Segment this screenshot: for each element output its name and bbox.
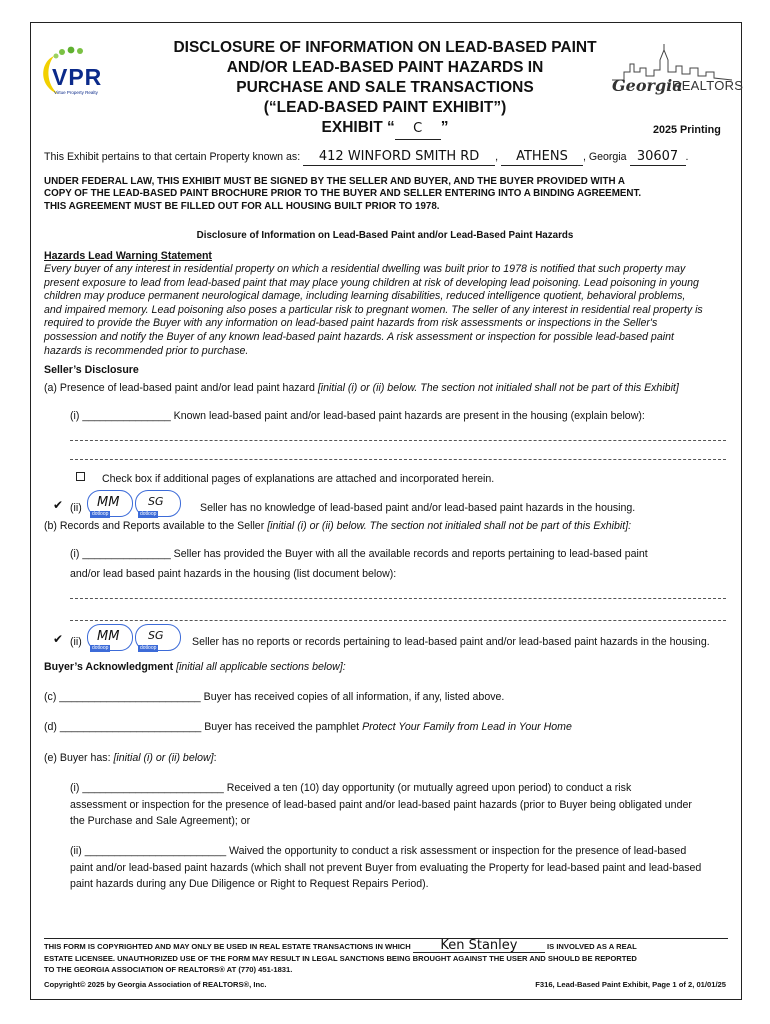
documents-line-1[interactable] xyxy=(70,598,726,599)
title-line-1: DISCLOSURE OF INFORMATION ON LEAD-BASED PAINT xyxy=(173,39,597,56)
exhibit-prefix: EXHIBIT “ xyxy=(321,119,395,136)
additional-pages-checkbox[interactable] xyxy=(76,472,85,481)
initial-2-tag: dotloop xyxy=(140,511,157,517)
exhibit-line xyxy=(130,118,640,140)
property-lead: This Exhibit pertains to that certain Property known as: xyxy=(44,151,301,163)
buyer-e xyxy=(44,752,217,766)
seller-initial-2: SG xyxy=(148,495,164,508)
form-title xyxy=(130,38,640,140)
title-line-2: AND/OR LEAD-BASED PAINT HAZARDS IN xyxy=(226,59,544,76)
buyer-heading: Buyer’s Acknowledgment xyxy=(44,661,174,673)
seller-b-i-line-2: and/or lead based paint hazards in the housing (list document below): xyxy=(70,568,397,580)
realtors-wordmark: REALTORS xyxy=(672,78,744,93)
seller-b-intro xyxy=(44,520,631,534)
address-value: 412 WINFORD SMITH RD xyxy=(318,149,480,164)
seller-initial-3: MM xyxy=(97,629,120,644)
buyer-d-text: (d) ________________________ Buyer has received the pamphlet xyxy=(44,721,363,733)
seller-a-ii-prefix: (ii) xyxy=(70,502,82,514)
seller-b-ii-prefix: (ii) xyxy=(70,636,82,648)
buyer-e-ii-line-1: (ii) ________________________ Waived the opportunity to conduct a risk assessment or inspection for the presence of lead-based xyxy=(70,845,687,857)
hazards-line-1: Every buyer of any interest in residential property on which a residential dwelling was built prior to 1978 is notified that such property may xyxy=(44,263,686,275)
footer-line-1b: IS INVOLVED AS A REAL xyxy=(547,942,637,951)
hazards-line-2: present exposure to lead from lead-based paint that may place young children at risk of developing lead poisoning. Lead poisoning in young xyxy=(44,276,699,289)
initial-3-tag: dotloop xyxy=(92,645,109,651)
seller-heading: Seller’s Disclosure xyxy=(44,364,139,376)
seller-a-ii-text: Seller has no knowledge of lead-based paint and/or lead-based paint hazards in the housing. xyxy=(200,502,636,514)
explain-line-2[interactable] xyxy=(70,459,726,460)
city-field[interactable] xyxy=(501,150,583,166)
buyer-e-i[interactable] xyxy=(70,782,726,829)
seller-b-instruction: [initial (i) or (ii) below. The section not initialed shall not be part of this Exhibit]: xyxy=(267,520,632,532)
title-line-3: PURCHASE AND SALE TRANSACTIONS xyxy=(236,79,534,96)
buyer-heading-instruction: [initial all applicable sections below]: xyxy=(173,661,346,673)
buyer-e-text: (e) Buyer has: xyxy=(44,752,114,764)
zip-field[interactable] xyxy=(630,150,686,166)
buyer-c[interactable]: (c) ________________________ Buyer has received copies of all information, if any, listed above. xyxy=(44,691,505,703)
buyer-e-instruction: [initial (i) or (ii) below] xyxy=(113,752,214,764)
hazards-line-4: and impaired memory. Lead poisoning also poses a particular risk to pregnant women. The seller of any interest in residential real property is xyxy=(44,303,703,316)
city-value: ATHENS xyxy=(516,149,568,164)
explain-line-1[interactable] xyxy=(70,440,726,441)
warning-line-2: COPY OF THE LEAD-BASED PAINT BROCHURE PRIOR TO THE BUYER AND SELLER ENTERING INTO A BINDING AGREEMENT. xyxy=(44,188,642,200)
licensee-field[interactable] xyxy=(413,940,545,953)
vpr-logo xyxy=(36,46,128,102)
footer-line-3: TO THE GEORGIA ASSOCIATION OF REALTORS® AT (770) 451-1831. xyxy=(44,965,293,974)
hazards-line-7: hazards is recommended prior to purchase. xyxy=(44,344,249,357)
licensee-name: Ken Stanley xyxy=(440,938,518,953)
property-line: This Exhibit pertains to that certain Property known as: 412 WINFORD SMITH RD , ATHENS , Georgia 30607 . xyxy=(44,149,689,164)
printing-year: 2025 Printing xyxy=(653,124,721,136)
footer-copyright: Copyright© 2025 by Georgia Association of REALTORS®, Inc. xyxy=(44,980,267,989)
pamphlet-title: Protect Your Family from Lead in Your Home xyxy=(362,721,572,733)
hazards-statement xyxy=(44,263,728,358)
footer-line-1 xyxy=(44,940,728,953)
checkbox-label: Check box if additional pages of explanations are attached and incorporated herein. xyxy=(102,473,495,485)
seller-initial-4: SG xyxy=(148,629,164,642)
buyer-heading-line xyxy=(44,661,346,675)
documents-line-2[interactable] xyxy=(70,620,726,621)
georgia-realtors-logo xyxy=(610,42,744,104)
vpr-logo-text: VPR xyxy=(52,64,103,90)
exhibit-suffix: ” xyxy=(440,119,449,136)
exhibit-letter-value: C xyxy=(413,121,423,136)
warning-line-1: UNDER FEDERAL LAW, THIS EXHIBIT MUST BE SIGNED BY THE SELLER AND BUYER, AND THE BUYER PROVIDED WITH A xyxy=(44,176,625,187)
footer-line-1a: THIS FORM IS COPYRIGHTED AND MAY ONLY BE USED IN REAL ESTATE TRANSACTIONS IN WHICH xyxy=(44,942,411,951)
buyer-e-i-line-1: (i) ________________________ Received a ten (10) day opportunity (or mutually agreed upon period) to conduct a risk xyxy=(70,782,632,794)
buyer-e-ii-line-3: paint hazards during any Due Diligence or Right to Request Repairs Period). xyxy=(70,878,429,891)
initial-1-tag: dotloop xyxy=(92,511,109,517)
hazards-heading: Hazards Lead Warning Statement xyxy=(44,250,212,262)
section-title: Disclosure of Information on Lead-Based Paint and/or Lead-Based Paint Hazards xyxy=(196,230,574,241)
hazards-line-5: required to provide the Buyer with any information on lead-based paint hazards from risk assessments or inspections in the Seller's xyxy=(44,317,658,330)
check-mark-icon: ✔ xyxy=(53,498,64,512)
warning-line-3: THIS AGREEMENT MUST BE FILLED OUT FOR ALL HOUSING BUILT PRIOR TO 1978. xyxy=(44,200,440,212)
hazards-line-3: children may produce permanent neurological damage, including learning disabilities, reduced intelligence quotient, behavioral problems, xyxy=(44,290,686,303)
hazards-line-6: possession and notify the Buyer of any known lead-based paint hazards. A risk assessment or inspection for possible lead-based paint xyxy=(44,330,674,343)
seller-a-text: (a) Presence of lead-based paint and/or lead paint hazard xyxy=(44,382,318,394)
buyer-e-ii[interactable] xyxy=(70,845,726,892)
seller-initial-1: MM xyxy=(97,495,120,510)
zip-value: 30607 xyxy=(636,149,679,164)
buyer-e-i-line-2: assessment or inspection for the presence of lead-based paint and/or lead-based paint hazards (prior to Buyer being obligated under xyxy=(70,798,692,811)
seller-b-text: (b) Records and Reports available to the Seller xyxy=(44,520,268,532)
footer-line-2: ESTATE LICENSEE. UNAUTHORIZED USE OF THE FORM MAY RESULT IN LEGAL SANCTIONS BEING BROUGHT AGAINST THE USER AND SHOULD BE REPORTED xyxy=(44,954,637,963)
buyer-d[interactable] xyxy=(44,721,572,735)
vpr-logo-subtitle: Virtue Property Realty xyxy=(54,90,98,95)
seller-a-intro xyxy=(44,382,679,396)
title-line-4: (“LEAD-BASED PAINT EXHIBIT”) xyxy=(263,99,507,116)
buyer-e-i-line-3: the Purchase and Sale Agreement); or xyxy=(70,815,251,828)
buyer-e-ii-line-2: paint and/or lead-based paint hazards (which shall not prevent Buyer from evaluating the Property for lead-based paint and lead-based xyxy=(70,861,702,874)
exhibit-letter-field[interactable] xyxy=(395,118,441,140)
footer-form-id: F316, Lead-Based Paint Exhibit, Page 1 of 2, 01/01/25 xyxy=(535,980,726,989)
seller-b-i-line-1[interactable]: (i) _______________ Seller has provided the Buyer with all the available records and reports pertaining to lead-based paint xyxy=(70,548,648,560)
seller-b-ii-text: Seller has no reports or records pertaining to lead-based paint and/or lead-based paint hazards in the housing. xyxy=(192,636,710,648)
state-label: , Georgia xyxy=(582,151,627,163)
seller-a-instruction: [initial (i) or (ii) below. The section not initialed shall not be part of this Exhibit] xyxy=(317,382,679,394)
footer-copyright-notice xyxy=(44,940,728,975)
address-field[interactable] xyxy=(303,150,495,166)
check-mark-icon: ✔ xyxy=(53,632,64,646)
buyer-e-colon: : xyxy=(213,752,217,764)
federal-warning xyxy=(44,176,728,213)
georgia-script: Georgia xyxy=(612,76,683,95)
initial-4-tag: dotloop xyxy=(140,645,157,651)
footer-divider xyxy=(44,938,728,939)
seller-a-i[interactable]: (i) _______________ Known lead-based paint and/or lead-based paint hazards are present in the housing (explain below): xyxy=(70,410,645,422)
